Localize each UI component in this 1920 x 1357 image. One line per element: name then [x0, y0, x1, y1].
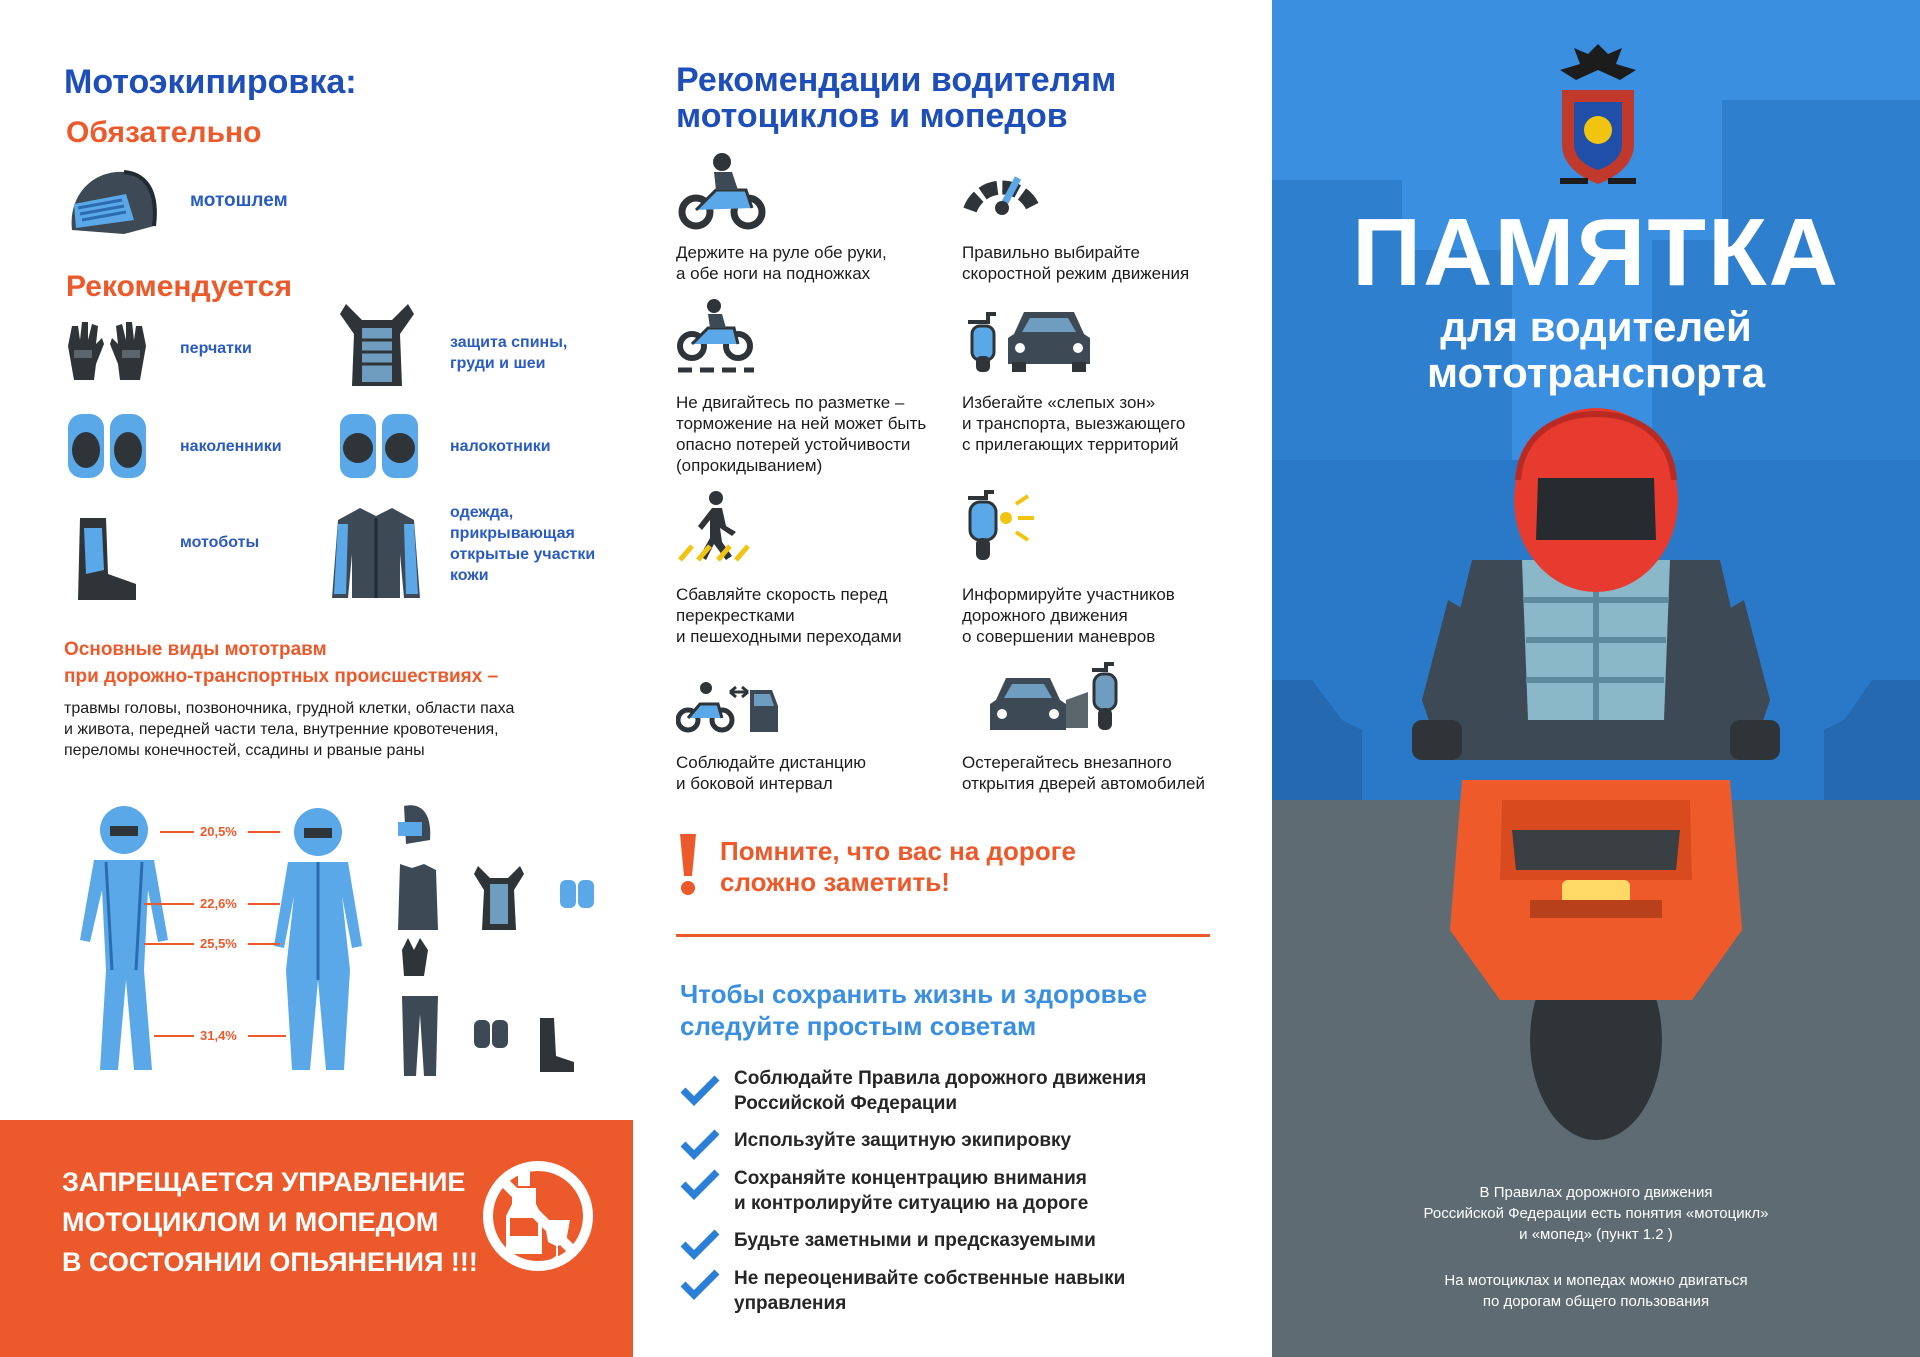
moto-boots-label: мотоботы	[180, 534, 260, 551]
rec-item-4-line3: с прилегающих территорий	[962, 435, 1179, 454]
tip-5-line1: Не переоценивайте собственные навыки	[734, 1268, 1126, 1289]
divider	[676, 934, 1210, 937]
elbow-pads-label: налокотники	[450, 438, 551, 455]
tips-heading	[680, 978, 1147, 1042]
check-icon	[680, 1268, 720, 1300]
check-icon	[680, 1128, 720, 1160]
rec-item-5	[676, 584, 902, 647]
knee-pads-label: наколенники	[180, 438, 282, 455]
speedometer-icon	[962, 150, 1042, 220]
rec-item-4-line2: и транспорта, выезжающего	[962, 414, 1186, 433]
cover-note2-line2: по дорогам общего пользования	[1482, 1293, 1710, 1310]
rec-item-1-line1: Держите на руле обе руки,	[676, 243, 887, 262]
male-figure	[80, 806, 168, 1070]
rec-item-3-line1: Не двигайтесь по разметке –	[676, 393, 905, 412]
cover-subtitle-line2: мототранспорта	[1426, 349, 1766, 396]
equipment-heading: Мотоэкипировка:	[64, 63, 357, 101]
check-icon	[680, 1168, 720, 1200]
rec-item-2-line2: скоростной режим движения	[962, 264, 1190, 283]
gear-pieces	[398, 805, 594, 1076]
injuries-heading	[64, 636, 498, 690]
rec-item-2-line1: Правильно выбирайте	[962, 243, 1140, 262]
rec-item-3	[676, 392, 926, 476]
jacket-label: одежда, прикрывающая открытые участки кожи	[450, 504, 596, 584]
injuries-text	[64, 698, 514, 761]
tips-heading-line2: следуйте простым советам	[680, 1011, 1037, 1041]
female-figure	[274, 808, 362, 1070]
tip-1-line1: Соблюдайте Правила дорожного движения	[734, 1068, 1147, 1089]
ban-panel	[0, 1120, 633, 1357]
warning-line2: сложно заметить!	[720, 867, 950, 897]
rec-item-4-line1: Избегайте «слепых зон»	[962, 393, 1156, 412]
tip-1-line2: Российской Федерации	[734, 1093, 958, 1114]
rec-item-8-line1: Остерегайтесь внезапного	[962, 753, 1172, 772]
cover-note1-line1: В Правилах дорожного движения	[1479, 1184, 1713, 1201]
exclamation-icon	[676, 834, 700, 896]
ban-line3: В СОСТОЯНИИ ОПЬЯНЕНИЯ !!!	[62, 1247, 478, 1277]
injuries-text-line2: и живота, передней части тела, внутренние кровотечения,	[64, 721, 499, 738]
recommendations-section	[640, 0, 1272, 1357]
rec-item-1-line2: а обе ноги на подножках	[676, 264, 871, 283]
rec-item-8-line2: открытия дверей автомобилей	[962, 774, 1205, 793]
rec-item-4	[962, 392, 1185, 455]
tips-heading-line1: Чтобы сохранить жизнь и здоровье	[680, 979, 1148, 1009]
check-icon	[680, 1074, 720, 1106]
stat-chest: 22,6%	[200, 896, 237, 911]
rec-item-1	[676, 242, 887, 284]
police-emblem-icon	[1550, 40, 1646, 190]
pedestrian-crossing-icon	[676, 490, 756, 564]
blind-spot-icon	[962, 304, 1096, 374]
rec-item-7-line1: Соблюдайте дистанцию	[676, 753, 866, 772]
cover-note-1	[1272, 1182, 1920, 1245]
moto-boots-icon	[70, 514, 140, 604]
tip-4-line1: Будьте заметными и предсказуемыми	[734, 1230, 1096, 1251]
rec-item-5-line3: и пешеходными переходами	[676, 627, 902, 646]
rec-item-5-line1: Сбавляйте скорость перед	[676, 585, 888, 604]
gloves-icon	[64, 318, 150, 384]
signal-icon	[962, 488, 1042, 564]
injuries-text-line3: переломы конечностей, ссадины и рваные раны	[64, 742, 425, 759]
rec-item-3-line3: опасно потерей устойчивости	[676, 435, 911, 454]
tip-3-line2: и контролируйте ситуацию на дороге	[734, 1193, 1089, 1214]
rec-item-3-line4: (опрокидыванием)	[676, 456, 823, 475]
rec-item-7-line2: и боковой интервал	[676, 774, 833, 793]
elbow-pads-icon	[336, 408, 422, 484]
rec-item-6-line1: Информируйте участников	[962, 585, 1175, 604]
recommended-heading: Рекомендуется	[66, 270, 292, 303]
rec-item-2	[962, 242, 1189, 284]
recommendations-heading-line1: Рекомендации водителям	[676, 61, 1117, 99]
required-heading: Обязательно	[66, 116, 262, 149]
stat-abdomen: 25,5%	[200, 936, 237, 951]
knee-pads-icon	[64, 408, 150, 484]
ban-line1: ЗАПРЕЩАЕТСЯ УПРАВЛЕНИЕ	[62, 1167, 466, 1197]
injuries-heading-line1: Основные виды мототравм	[64, 639, 327, 660]
rec-item-6-line2: дорожного движения	[962, 606, 1128, 625]
injuries-heading-line2: при дорожно-транспортных происшествиях –	[64, 666, 499, 687]
cover-subtitle	[1272, 304, 1920, 396]
cover-panel	[1272, 0, 1920, 1357]
lane-marking-icon	[676, 298, 756, 376]
rec-item-8	[962, 752, 1205, 794]
cover-note2-line1: На мотоциклах и мопедах можно двигаться	[1444, 1272, 1748, 1289]
back-protector-label: защита спины, груди и шеи	[450, 334, 568, 372]
tip-2-line1: Используйте защитную экипировку	[734, 1130, 1072, 1151]
back-protector-icon	[336, 300, 418, 392]
rec-item-3-line2: торможение на ней может быть	[676, 414, 927, 433]
cover-note1-line3: и «мопед» (пункт 1.2 )	[1519, 1226, 1673, 1243]
ban-text	[62, 1162, 478, 1282]
recommendations-heading-line2: мотоциклов и мопедов	[676, 97, 1068, 135]
rider-icon	[676, 150, 768, 230]
helmet-label: мотошлем	[190, 190, 288, 211]
cover-title: ПАМЯТКА	[1352, 199, 1840, 306]
stat-legs: 31,4%	[200, 1028, 237, 1043]
ban-line2: МОТОЦИКЛОМ И МОПЕДОМ	[62, 1207, 439, 1237]
gloves-label: перчатки	[180, 340, 252, 357]
check-icon	[680, 1228, 720, 1260]
rec-item-5-line2: перекрестками	[676, 606, 795, 625]
cover-note1-line2: Российской Федерации есть понятия «мотоцикл»	[1423, 1205, 1769, 1222]
no-alcohol-icon	[478, 1156, 598, 1276]
car-door-icon	[988, 660, 1128, 740]
injuries-text-line1: травмы головы, позвоночника, грудной клетки, области паха	[64, 700, 515, 717]
injury-figures-illustration	[60, 800, 600, 1090]
distance-icon	[676, 676, 780, 736]
rec-item-7	[676, 752, 866, 794]
jacket-icon	[330, 504, 422, 602]
warning-text	[720, 836, 1076, 898]
stat-head: 20,5%	[200, 824, 237, 839]
helmet-icon	[64, 164, 160, 240]
cover-subtitle-line1: для водителей	[1440, 303, 1752, 350]
tip-3-line1: Сохраняйте концентрацию внимания	[734, 1168, 1087, 1189]
warning-line1: Помните, что вас на дороге	[720, 836, 1076, 866]
recommendations-heading	[676, 62, 1116, 134]
equipment-section	[0, 0, 640, 1120]
cover-note-2	[1272, 1270, 1920, 1312]
rec-item-6	[962, 584, 1175, 647]
rec-item-6-line3: о совершении маневров	[962, 627, 1156, 646]
tip-5-line2: управления	[734, 1293, 847, 1314]
